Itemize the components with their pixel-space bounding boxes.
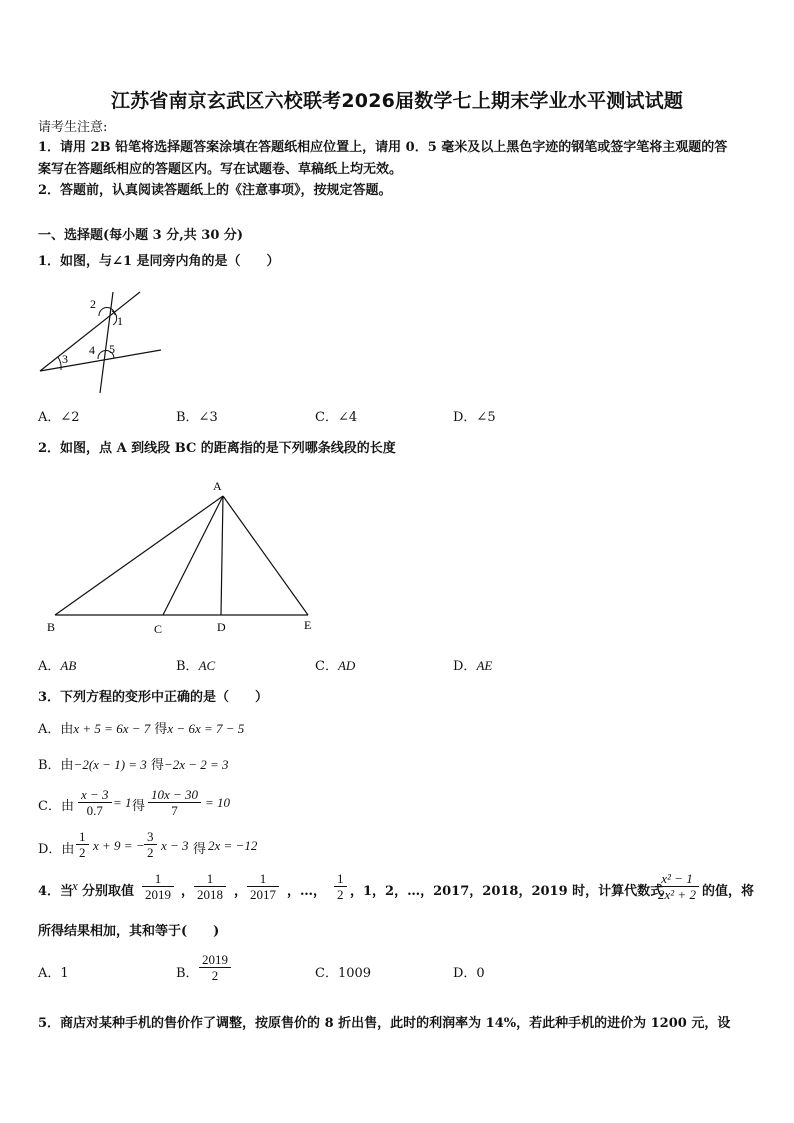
fraction — [142, 871, 174, 902]
question-1-option-b[interactable]: B．∠3 — [176, 410, 218, 425]
fraction-numerator: x − 3 — [78, 787, 112, 803]
question-4-option-a[interactable]: A．1 — [38, 966, 69, 981]
fraction — [148, 787, 201, 818]
notice-heading: 请考生注意: — [38, 120, 108, 135]
fraction — [144, 829, 157, 860]
fraction-denominator: 7 — [171, 803, 178, 818]
question-4-text: 分别取值 — [82, 884, 135, 899]
fraction — [247, 871, 279, 902]
segment-ae — [223, 496, 308, 615]
option-value: AE — [476, 658, 493, 673]
question-3-option-d-prefix[interactable]: D．由 — [38, 842, 75, 857]
equation: = 10 — [205, 795, 231, 810]
segment-ac — [163, 496, 223, 615]
fraction-denominator: 2 — [147, 845, 154, 860]
question-1-stem: 1．如图，与∠1 是同旁内角的是（ ） — [38, 254, 280, 269]
equation: x + 5 = 6x − 7 — [73, 721, 151, 736]
question-5-stem: 5．商店对某种手机的售价作了调整，按原售价的 8 折出售，此时的利润率为 14%，若此种手机的进价为 1200 元，设 — [38, 1016, 731, 1031]
fraction-numerator: 3 — [144, 829, 157, 845]
equation: −2x − 2 = 3 — [163, 757, 229, 772]
fraction — [194, 871, 226, 902]
page-title: 江苏省南京玄武区六校联考2026届数学七上期末学业水平测试试题 — [110, 90, 684, 112]
fraction-numerator: 1 — [194, 871, 226, 887]
question-4-tail: 的值，将 — [702, 884, 755, 899]
point-label-a: A — [213, 479, 222, 493]
fraction-numerator: 1 — [334, 871, 347, 887]
fraction-numerator: 2019 — [199, 952, 231, 968]
option-value: AD — [337, 658, 356, 673]
equation: x − 3 — [161, 838, 189, 853]
question-4-option-d[interactable]: D．0 — [453, 966, 485, 981]
section-heading: 一、选择题(每小题 3 分,共 30 分) — [38, 228, 244, 243]
question-1-option-d[interactable]: D．∠5 — [453, 410, 496, 425]
question-4-option-c[interactable]: C．1009 — [315, 966, 372, 981]
equation: 2x = −12 — [208, 838, 258, 853]
option-value: AB — [60, 658, 77, 673]
point-label-d: D — [217, 620, 226, 634]
fraction-numerator: x² − 1 — [655, 871, 699, 887]
equation: x + 9 = − — [93, 838, 145, 853]
point-label-e: E — [304, 618, 312, 632]
fraction-numerator: 1 — [142, 871, 174, 887]
question-4-line2: 所得结果相加，其和等于( ) — [38, 924, 220, 939]
option-connector: 得 — [150, 758, 164, 773]
fraction-denominator: 0.7 — [86, 803, 103, 818]
figure-label-1: 1 — [117, 314, 123, 328]
fraction-denominator: 2019 — [145, 887, 171, 902]
question-1-option-a[interactable]: A．∠2 — [38, 410, 80, 425]
notice-item2: 2．答题前，认真阅读答题纸上的《注意事项》，按规定答题。 — [38, 183, 392, 198]
equation: = 1 — [113, 795, 132, 810]
question-3-option-c-prefix[interactable]: C．由 — [38, 799, 74, 814]
option-connector: 得 — [193, 842, 207, 857]
question-3-option-b[interactable] — [38, 754, 229, 773]
notice-item1-line1: 1．请用 2B 铅笔将选择题答案涂填在答题纸相应位置上，请用 0．5 毫米及以上黑色字迹的钢笔或签字笔将主观题的答 — [38, 140, 728, 155]
figure-label-3: 3 — [62, 352, 68, 366]
fraction-numerator: 1 — [247, 871, 279, 887]
fraction — [78, 787, 112, 818]
question-2-option-b[interactable] — [176, 655, 215, 674]
ellipsis: ，…， — [287, 884, 327, 899]
option-letter: C． — [315, 659, 338, 674]
option-connector: 得 — [154, 722, 168, 737]
figure-label-5: 5 — [109, 342, 115, 356]
option-letter: A． — [38, 659, 61, 674]
fraction-denominator: 2 — [211, 968, 219, 983]
question-1-figure — [35, 285, 165, 395]
equation: x − 6x = 7 − 5 — [167, 721, 245, 736]
question-2-option-c[interactable] — [315, 655, 355, 674]
fraction — [199, 952, 231, 983]
option-value: AC — [198, 658, 216, 673]
figure-label-2: 2 — [90, 297, 96, 311]
fraction-denominator: 2 — [337, 887, 344, 902]
question-2-option-d[interactable] — [453, 655, 492, 674]
option-prefix: A．由 — [38, 722, 74, 737]
option-prefix: B．由 — [38, 758, 74, 773]
notice-item1-line2: 案写在答题纸相应的答题区内。写在试题卷、草稿纸上均无效。 — [38, 162, 403, 177]
fraction-denominator: 2018 — [197, 887, 223, 902]
segment-ad — [221, 496, 223, 615]
question-1-option-c[interactable]: C．∠4 — [315, 410, 358, 425]
question-4-middle: ，1，2，…，2017，2018，2019 时，计算代数式 — [350, 884, 664, 899]
option-letter: B． — [176, 659, 199, 674]
separator: ， — [181, 884, 195, 899]
fraction-denominator: 2017 — [250, 887, 276, 902]
fraction-expression — [655, 871, 699, 902]
question-3-stem: 3．下列方程的变形中正确的是（ ） — [38, 690, 269, 705]
fraction-denominator: 2 — [79, 845, 86, 860]
separator: ， — [234, 884, 248, 899]
question-2-figure — [40, 475, 330, 640]
question-3-option-a[interactable] — [38, 718, 244, 737]
question-2-option-a[interactable] — [38, 655, 76, 674]
point-label-c: C — [154, 622, 163, 636]
figure-label-4: 4 — [89, 343, 95, 357]
question-4-prefix: 4．当 — [38, 884, 74, 899]
fraction-denominator: 2x² + 2 — [658, 887, 696, 902]
option-letter: D． — [453, 659, 477, 674]
question-4-option-b-letter[interactable]: B． — [176, 966, 199, 981]
option-connector: 得 — [132, 799, 146, 814]
segment-ab — [55, 496, 223, 615]
fraction-numerator: 1 — [76, 829, 89, 845]
fraction — [76, 829, 89, 860]
variable-x: x — [72, 878, 78, 893]
question-2-stem: 2．如图，点 A 到线段 BC 的距离指的是下列哪条线段的长度 — [38, 441, 396, 456]
fraction-numerator: 10x − 30 — [148, 787, 201, 803]
point-label-b: B — [47, 620, 56, 634]
fraction — [334, 871, 347, 902]
equation: −2(x − 1) = 3 — [73, 757, 147, 772]
